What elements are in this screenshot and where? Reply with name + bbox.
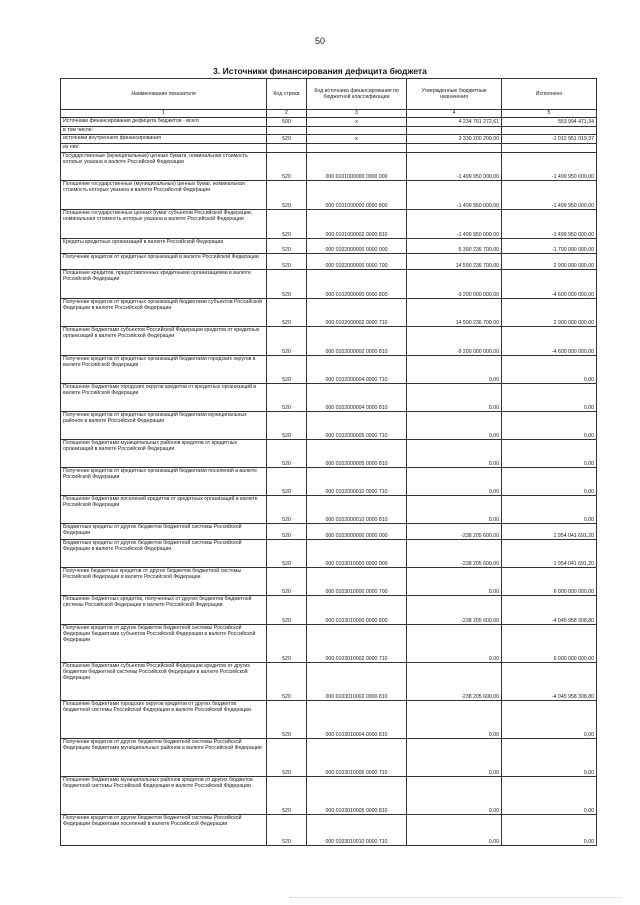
indicator-name-cell: Получение кредитов от кредитных организаций бюджетами городских округов в валюте Российской Федерации (61, 356, 267, 384)
indicator-name-cell: Кредиты кредитных организаций в валюте Российской Федерации (61, 239, 267, 254)
table-row (61, 254, 597, 270)
indicator-name-cell: Погашение бюджетами городских округов кредитов от других бюджетов бюджетной системы Российской Федерации в валюте Российской Федерации (61, 701, 267, 739)
indicator-name-cell: Бюджетные кредиты от других бюджетов бюджетной системы Российской Федерации (61, 524, 267, 540)
indicator-name-cell: Получение кредитов от других бюджетов бюджетной системы Российской Федерации бюджетами субъектов Российской Федерации в валюте Российской Федерации (61, 625, 267, 663)
approved-amount-cell: 0,00 (407, 412, 502, 440)
line-code-cell: 520 (267, 663, 307, 701)
executed-amount-cell: 553 994 471,34 (502, 118, 597, 127)
source-code-cell: 000 0102000004 0000 710 (307, 356, 407, 384)
approved-amount-cell: 0,00 (407, 384, 502, 412)
approved-amount-cell: 0,00 (407, 777, 502, 815)
column-number-row (61, 110, 597, 118)
approved-amount-cell: -1 499 950 000,00 (407, 181, 502, 210)
source-code-cell: 000 0102000002 0000 810 (307, 327, 407, 356)
line-code-cell: 520 (267, 540, 307, 568)
executed-amount-cell: 0,00 (502, 384, 597, 412)
indicator-name-cell: Получение кредитов от других бюджетов бюджетной системы Российской Федерации бюджетами поселений в валюте Российской Федерации (61, 815, 267, 846)
approved-amount-cell: 3 330 200 200,00 (407, 135, 502, 144)
column-number: 4 (407, 110, 502, 118)
approved-amount-cell: 0,00 (407, 701, 502, 739)
header-name: Наименование показателя (61, 79, 267, 110)
page-number: 50 (314, 36, 325, 46)
approved-amount-cell: -1 499 950 000,00 (407, 210, 502, 239)
source-code-cell: 000 0103010010 0000 710 (307, 815, 407, 846)
executed-amount-cell (502, 127, 597, 135)
line-code-cell: 520 (267, 412, 307, 440)
line-code-cell: 520 (267, 625, 307, 663)
line-code-cell: 520 (267, 239, 307, 254)
column-number: 3 (307, 110, 407, 118)
line-code-cell: 520 (267, 181, 307, 210)
approved-amount-cell: -238 205 600,00 (407, 663, 502, 701)
table-row (61, 181, 597, 210)
line-code-cell: 520 (267, 568, 307, 596)
approved-amount-cell: -9 200 000 000,00 (407, 270, 502, 299)
table-row (61, 153, 597, 181)
executed-amount-cell: 2 900 000 000,00 (502, 254, 597, 270)
line-code-cell: 520 (267, 524, 307, 540)
executed-amount-cell: 0,00 (502, 815, 597, 846)
approved-amount-cell: 0,00 (407, 568, 502, 596)
table-row (61, 496, 597, 524)
indicator-name-cell: Получение кредитов от кредитных организаций бюджетами муниципальных районов в валюте Российской Федерации (61, 412, 267, 440)
source-code-cell: 000 0103000000 0000 000 (307, 524, 407, 540)
line-code-cell: 520 (267, 701, 307, 739)
line-code-cell: 520 (267, 384, 307, 412)
table-row (61, 468, 597, 496)
source-code-cell (307, 144, 407, 153)
approved-amount-cell: 0,00 (407, 356, 502, 384)
executed-amount-cell: -4 045 958 308,80 (502, 596, 597, 625)
table-row (61, 568, 597, 596)
approved-amount-cell: 5 390 236 700,00 (407, 239, 502, 254)
approved-amount-cell (407, 144, 502, 153)
source-code-cell: 000 0102000010 0000 810 (307, 496, 407, 524)
header-plan: Утвержденные бюджетные назначения (407, 79, 502, 110)
source-code-cell: 000 0101000002 0000 810 (307, 210, 407, 239)
source-code-cell: 000 0102000004 0000 810 (307, 384, 407, 412)
line-code-cell: 520 (267, 596, 307, 625)
financing-table (60, 78, 597, 846)
table-row (61, 596, 597, 625)
header-kbk: Код источника финансирования по бюджетной классификации (307, 79, 407, 110)
source-code-cell: 000 0102000000 0000 000 (307, 239, 407, 254)
table-row (61, 299, 597, 327)
header-fact: Исполнено (502, 79, 597, 110)
executed-amount-cell: 0,00 (502, 356, 597, 384)
line-code-cell: 500 (267, 118, 307, 127)
approved-amount-cell: 14 590 236 700,00 (407, 299, 502, 327)
source-code-cell: 000 0101000000 0000 000 (307, 153, 407, 181)
executed-amount-cell: 6 000 000 000,00 (502, 568, 597, 596)
indicator-name-cell: Погашение кредитов, предоставленных кредитными организациями в валюте Российской Федерации (61, 270, 267, 299)
line-code-cell: 520 (267, 440, 307, 468)
table-body (61, 118, 597, 846)
source-code-cell: 000 0103010005 0000 710 (307, 739, 407, 777)
source-code-cell (307, 127, 407, 135)
approved-amount-cell: -1 499 950 000,00 (407, 153, 502, 181)
executed-amount-cell: 0,00 (502, 701, 597, 739)
approved-amount-cell: 0,00 (407, 625, 502, 663)
table-row (61, 540, 597, 568)
table-row (61, 356, 597, 384)
source-code-cell: 000 0102000000 0000 700 (307, 254, 407, 270)
approved-amount-cell: 0,00 (407, 815, 502, 846)
source-code-cell: 000 0103010002 0000 810 (307, 663, 407, 701)
executed-amount-cell: 0,00 (502, 440, 597, 468)
approved-amount-cell (407, 127, 502, 135)
header-code: Код строки (267, 79, 307, 110)
column-number: 2 (267, 110, 307, 118)
line-code-cell: 520 (267, 496, 307, 524)
indicator-name-cell: Получение бюджетных кредитов от других бюджетов бюджетной системы Российской Федерации в валюте Российской Федерации (61, 568, 267, 596)
approved-amount-cell: -9 200 000 000,00 (407, 327, 502, 356)
line-code-cell: 520 (267, 254, 307, 270)
indicator-name-cell: Получение кредитов от кредитных организаций бюджетами поселений в валюте Российской Федерации (61, 468, 267, 496)
line-code-cell: 520 (267, 299, 307, 327)
table-row (61, 739, 597, 777)
source-code-cell: 000 0101000000 0000 800 (307, 181, 407, 210)
table-row (61, 118, 597, 127)
executed-amount-cell: -1 499 950 000,00 (502, 153, 597, 181)
source-code-cell: x (307, 118, 407, 127)
executed-amount-cell: 2 900 000 000,00 (502, 299, 597, 327)
approved-amount-cell: 14 590 236 700,00 (407, 254, 502, 270)
line-code-cell: 520 (267, 210, 307, 239)
source-code-cell: 000 0102000005 0000 710 (307, 412, 407, 440)
approved-amount-cell: 0,00 (407, 440, 502, 468)
indicator-name-cell: Источники финансирования дефицита бюджетов - всего (61, 118, 267, 127)
line-code-cell (267, 144, 307, 153)
line-code-cell: 520 (267, 135, 307, 144)
source-code-cell: x (307, 135, 407, 144)
source-code-cell: 000 0102000000 0000 800 (307, 270, 407, 299)
table-row (61, 327, 597, 356)
source-code-cell: 000 0102000010 0000 710 (307, 468, 407, 496)
table-row (61, 144, 597, 153)
line-code-cell: 520 (267, 327, 307, 356)
executed-amount-cell: 1 954 041 691,20 (502, 540, 597, 568)
source-code-cell: 000 0102000005 0000 810 (307, 440, 407, 468)
approved-amount-cell: 0,00 (407, 739, 502, 777)
indicator-name-cell: Погашение бюджетных кредитов, полученных от других бюджетов бюджетной системы Российской Федерации в валюте Российской Федерации (61, 596, 267, 625)
table-row (61, 270, 597, 299)
table-header (61, 79, 597, 118)
source-code-cell: 000 0103010002 0000 710 (307, 625, 407, 663)
table-row (61, 440, 597, 468)
approved-amount-cell: -238 205 600,00 (407, 524, 502, 540)
approved-amount-cell: 0,00 (407, 468, 502, 496)
executed-amount-cell: -4 600 000 000,00 (502, 327, 597, 356)
source-code-cell: 000 0102000002 0000 710 (307, 299, 407, 327)
indicator-name-cell: Погашение бюджетами субъектов Российской Федерации кредитов от кредитных организаций в валюте Российской Федерации (61, 327, 267, 356)
line-code-cell (267, 127, 307, 135)
executed-amount-cell: -1 700 000 000,00 (502, 239, 597, 254)
approved-amount-cell: -238 205 600,00 (407, 596, 502, 625)
table-row (61, 815, 597, 846)
approved-amount-cell: -238 205 600,00 (407, 540, 502, 568)
executed-amount-cell: -1 499 950 000,00 (502, 210, 597, 239)
table-row (61, 777, 597, 815)
executed-amount-cell: -4 045 958 308,80 (502, 663, 597, 701)
executed-amount-cell: 0,00 (502, 739, 597, 777)
column-number: 1 (61, 110, 267, 118)
scan-artifact (290, 897, 620, 900)
column-number: 5 (502, 110, 597, 118)
approved-amount-cell: 4 234 761 272,61 (407, 118, 502, 127)
indicator-name-cell: из них: (61, 144, 267, 153)
indicator-name-cell: Государственные (муниципальные) ценные бумаги, номинальная стоимость которых указана в валюте Российской Федерации (61, 153, 267, 181)
indicator-name-cell: Получение кредитов от других бюджетов бюджетной системы Российской Федерации бюджетами муниципальных районов в валюте Российской Федерации (61, 739, 267, 777)
indicator-name-cell: в том числе: (61, 127, 267, 135)
indicator-name-cell: Погашение государственных ценных бумаг субъектов Российской Федерации, номинальная стоимость которых указана в валюте Российской Федерации (61, 210, 267, 239)
line-code-cell: 520 (267, 468, 307, 496)
indicator-name-cell: Погашение бюджетами муниципальных районов кредитов от других бюджетов бюджетной системы Российской Федерации в валюте Российской Федерации (61, 777, 267, 815)
indicator-name-cell: источники внутреннего финансирования (61, 135, 267, 144)
source-code-cell: 000 0103010005 0000 810 (307, 777, 407, 815)
approved-amount-cell: 0,00 (407, 496, 502, 524)
indicator-name-cell: Получение кредитов от кредитных организаций бюджетами субъектов Российской Федерации в валюте Российской Федерации (61, 299, 267, 327)
table-row (61, 524, 597, 540)
source-code-cell: 000 0103010004 0000 810 (307, 701, 407, 739)
table-row (61, 412, 597, 440)
executed-amount-cell: 0,00 (502, 777, 597, 815)
table-row (61, 239, 597, 254)
table-row (61, 210, 597, 239)
executed-amount-cell (502, 144, 597, 153)
indicator-name-cell: Погашение государственных (муниципальных) ценных бумаг, номинальная стоимость которых указана в валюте Российской Федерации (61, 181, 267, 210)
source-code-cell: 000 0103010000 0000 000 (307, 540, 407, 568)
line-code-cell: 520 (267, 153, 307, 181)
line-code-cell: 520 (267, 356, 307, 384)
executed-amount-cell: -1 012 951 019,37 (502, 135, 597, 144)
table-row (61, 127, 597, 135)
executed-amount-cell: 1 954 041 691,20 (502, 524, 597, 540)
line-code-cell: 520 (267, 777, 307, 815)
executed-amount-cell: 6 000 000 000,00 (502, 625, 597, 663)
source-code-cell: 000 0103010000 0000 700 (307, 568, 407, 596)
line-code-cell: 520 (267, 815, 307, 846)
table-row (61, 663, 597, 701)
table-row (61, 701, 597, 739)
source-code-cell: 000 0103010000 0000 800 (307, 596, 407, 625)
table-row (61, 384, 597, 412)
indicator-name-cell: Погашение бюджетами городских округов кредитов от кредитных организаций в валюте Российской Федерации (61, 384, 267, 412)
indicator-name-cell: Погашение бюджетами субъектов Российской Федерации кредитов от других бюджетов бюджетной системы Российской Федерации в валюте Российской Федерации (61, 663, 267, 701)
indicator-name-cell: Погашение бюджетами муниципальных районов кредитов от кредитных организаций в валюте Российской Федерации (61, 440, 267, 468)
executed-amount-cell: 0,00 (502, 468, 597, 496)
table-row (61, 135, 597, 144)
executed-amount-cell: 0,00 (502, 412, 597, 440)
section-title: 3. Источники финансирования дефицита бюджета (213, 66, 427, 76)
executed-amount-cell: 0,00 (502, 496, 597, 524)
line-code-cell: 520 (267, 270, 307, 299)
executed-amount-cell: -4 600 000 000,00 (502, 270, 597, 299)
table-row (61, 625, 597, 663)
indicator-name-cell: Получение кредитов от кредитных организаций в валюте Российской Федерации (61, 254, 267, 270)
indicator-name-cell: Погашение бюджетами поселений кредитов от кредитных организаций в валюте Российской Федерации (61, 496, 267, 524)
indicator-name-cell: Бюджетные кредиты от других бюджетов бюджетной системы Российской Федерации в валюте Российской Федерации (61, 540, 267, 568)
executed-amount-cell: -1 499 950 000,00 (502, 181, 597, 210)
line-code-cell: 520 (267, 739, 307, 777)
